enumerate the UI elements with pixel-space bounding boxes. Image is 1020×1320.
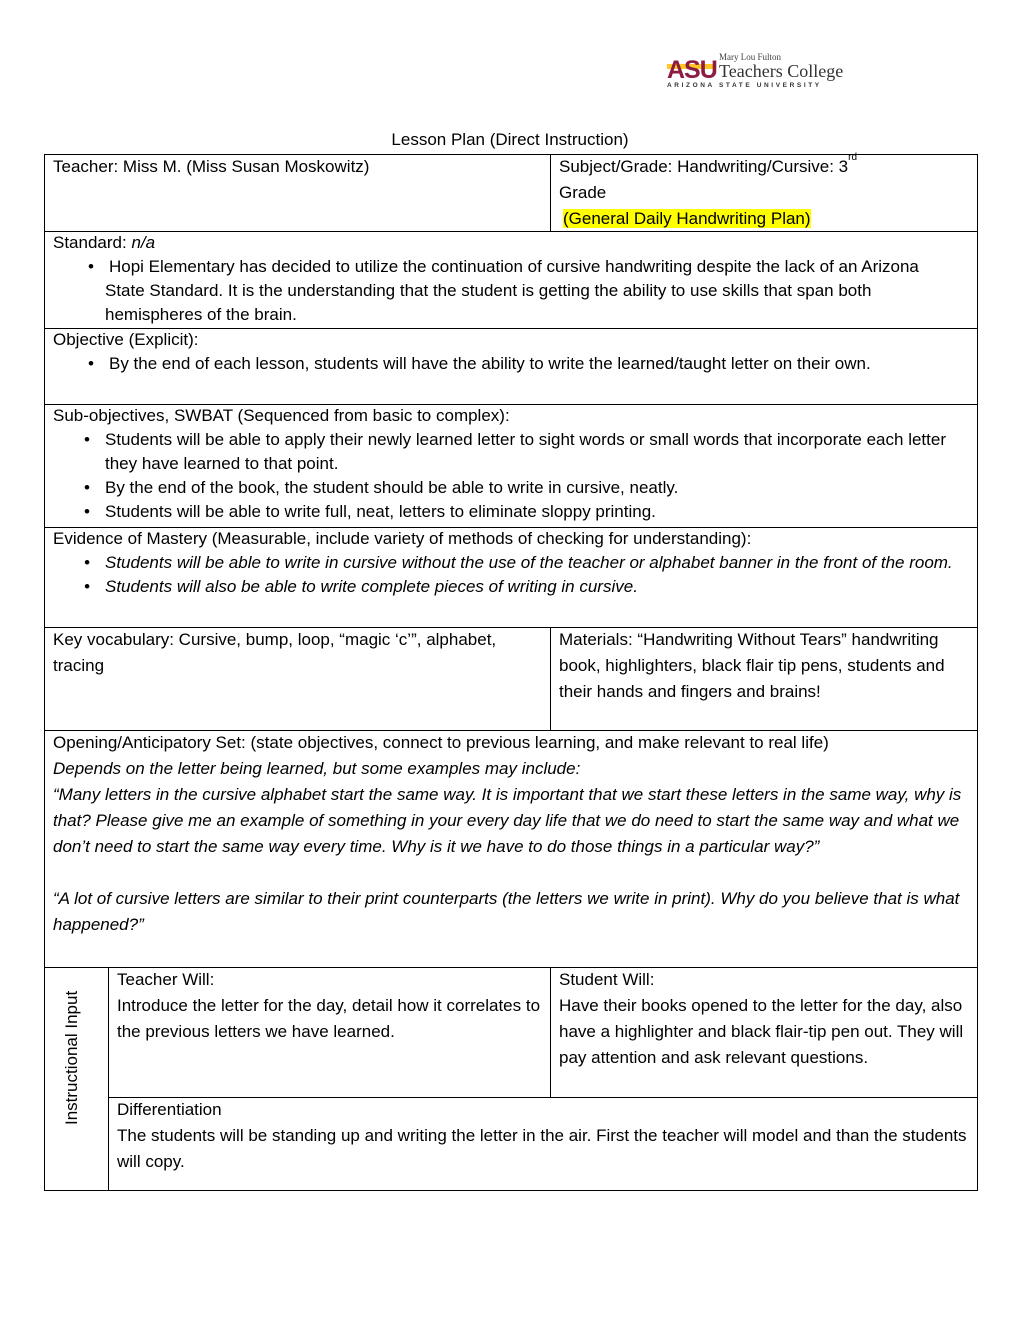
- objective-cell: [53, 328, 971, 376]
- subject-superscript: rd: [848, 152, 858, 163]
- opening-intro: Depends on the letter being learned, but some examples may include:: [53, 759, 581, 778]
- highlighted-plan-name: (General Daily Handwriting Plan): [563, 209, 811, 228]
- teacher-will-text: Introduce the letter for the day, detail how it correlates to the previous letters we have learned.: [117, 996, 541, 1041]
- spacer: [53, 860, 971, 886]
- column-divider: [550, 967, 551, 1097]
- column-divider: [550, 154, 551, 231]
- differentiation-cell: [117, 1097, 972, 1175]
- subject-cell: [559, 154, 971, 232]
- differentiation-label: Differentiation: [117, 1100, 222, 1119]
- standard-cell: [53, 231, 971, 327]
- teacher-cell: Teacher: Miss M. (Miss Susan Moskowitz): [53, 157, 370, 176]
- subject-highlight-line: [559, 206, 971, 232]
- logo-college-line2: Teachers College: [719, 61, 844, 81]
- teacher-will-cell: [117, 967, 542, 1045]
- standard-label: Standard:: [53, 233, 127, 252]
- sub-objectives-heading: Sub-objectives, SWBAT (Sequenced from basic to complex):: [53, 406, 510, 425]
- standard-value: n/a: [131, 233, 156, 252]
- objective-heading: Objective (Explicit):: [53, 330, 199, 349]
- vocabulary-cell: Key vocabulary: Cursive, bump, loop, “magic ‘c’”, alphabet, tracing: [53, 630, 497, 675]
- opening-heading: Opening/Anticipatory Set: (state objectives, connect to previous learning, and make relevant to real life): [53, 733, 829, 752]
- standard-list: [44, 255, 959, 327]
- sub-objectives-cell: [53, 404, 971, 524]
- subject-grade: Grade: [559, 183, 607, 202]
- asu-teachers-college-logo: [667, 52, 847, 92]
- evidence-cell: [53, 527, 971, 599]
- student-will-cell: [559, 967, 971, 1071]
- subject-line: [559, 154, 971, 180]
- page-title: Lesson Plan (Direct Instruction): [391, 130, 629, 149]
- logo-university: ARIZONA STATE UNIVERSITY: [667, 82, 822, 89]
- evidence-list: [44, 551, 956, 599]
- list-item: • Students will also be able to write complete pieces of writing in cursive.: [44, 575, 956, 599]
- standard-heading: [53, 231, 971, 255]
- list-item: [44, 255, 959, 327]
- differentiation-text: The students will be standing up and writing the letter in the air. First the teacher will model and than the students will copy.: [117, 1126, 967, 1171]
- list-item: • Students will be able to apply their newly learned letter to sight words or small words that incorporate each letter they have learned to that point.: [44, 428, 949, 476]
- opening-quote-2: “A lot of cursive letters are similar to their print counterparts (the letters we write in print). Why do you believe that is what happened?”: [53, 889, 960, 934]
- column-divider: [108, 967, 109, 1191]
- objective-list: [44, 352, 969, 376]
- sub-objectives-list: [44, 428, 949, 524]
- logo-college-line1: Mary Lou Fulton: [719, 52, 781, 62]
- list-item: • By the end of the book, the student should be able to write in cursive, neatly.: [44, 476, 949, 500]
- opening-cell: [53, 730, 971, 938]
- instructional-input-label: Instructional Input: [62, 990, 81, 1125]
- opening-quote-1: “Many letters in the cursive alphabet start the same way. It is important that we start these letters in the same way, why is that? Please give me an example of something in your every day life that we do need to start the same way and what we don’t need to start the same way every time. Why is it we have to do those things in a particular way?”: [53, 785, 962, 856]
- student-will-text: Have their books opened to the letter for the day, also have a highlighter and black flair-tip pen out. They will pay attention and ask relevant questions.: [559, 996, 964, 1067]
- student-will-label: Student Will:: [559, 970, 655, 989]
- evidence-heading: Evidence of Mastery (Measurable, include variety of methods of checking for understanding):: [53, 529, 752, 548]
- list-item: [44, 352, 969, 376]
- logo-asu: ASU: [667, 56, 717, 84]
- list-item: • Students will be able to write in cursive without the use of the teacher or alphabet banner in the front of the room.: [44, 551, 956, 575]
- column-divider: [550, 627, 551, 730]
- objective-bullet-text: By the end of each lesson, students will have the ability to write the learned/taught letter on their own.: [109, 354, 871, 373]
- list-item: • Students will be able to write full, neat, letters to eliminate sloppy printing.: [44, 500, 949, 524]
- materials-cell: Materials: “Handwriting Without Tears” handwriting book, highlighters, black flair tip pens, students and their hands and fingers and brains!: [559, 630, 945, 701]
- teacher-will-label: Teacher Will:: [117, 970, 215, 989]
- subject-text: Subject/Grade: Handwriting/Cursive: 3: [559, 157, 849, 176]
- standard-bullet-text: Hopi Elementary has decided to utilize the continuation of cursive handwriting despite the lack of an Arizona State Standard. It is the understanding that the student is getting the ability to use skills that span both hemispheres of the brain.: [105, 257, 919, 324]
